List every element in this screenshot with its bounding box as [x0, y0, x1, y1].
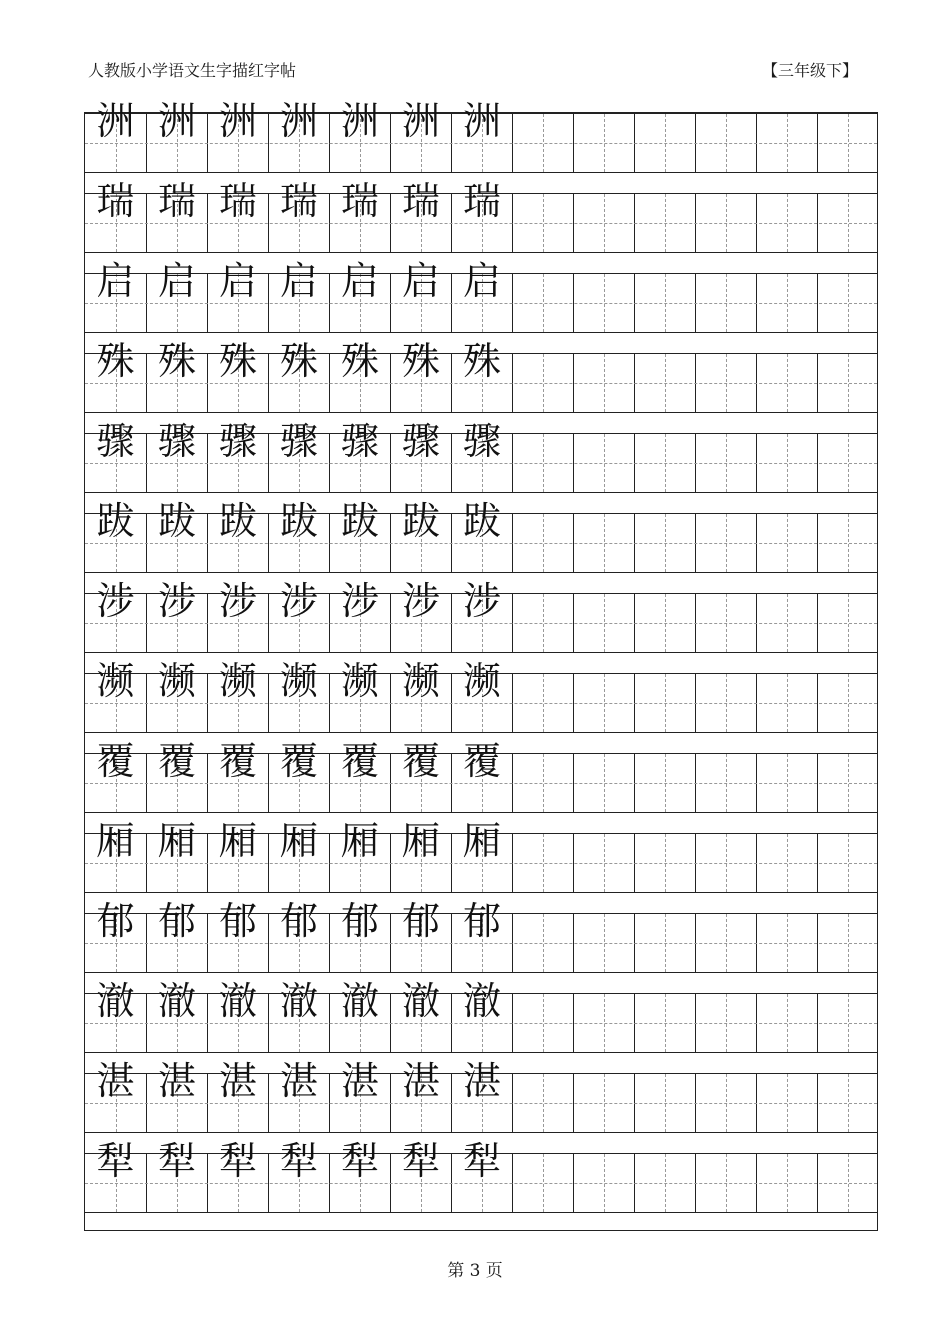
blank-cell — [573, 274, 634, 332]
trace-cell — [268, 499, 329, 572]
blank-cell — [756, 914, 817, 972]
trace-cell — [85, 899, 146, 972]
practice-character: 骤 — [462, 419, 501, 463]
trace-cell — [390, 1059, 451, 1132]
blank-cell — [512, 274, 573, 332]
trace-cell — [85, 819, 146, 892]
blank-cell — [695, 354, 756, 412]
trace-cell — [268, 579, 329, 652]
trace-cell — [329, 819, 390, 892]
trace-cell — [390, 659, 451, 732]
practice-character: 覆 — [279, 739, 318, 783]
practice-character: 犁 — [157, 1139, 196, 1183]
practice-character: 瑞 — [279, 179, 318, 223]
practice-character: 澈 — [340, 979, 379, 1023]
practice-character: 澈 — [462, 979, 501, 1023]
trace-cell — [329, 99, 390, 172]
trace-cell — [85, 419, 146, 492]
practice-character: 洲 — [401, 99, 440, 143]
trace-cell — [146, 339, 207, 412]
trace-cell — [390, 499, 451, 572]
blank-cell — [512, 754, 573, 812]
blank-cell — [634, 754, 695, 812]
trace-cell — [146, 819, 207, 892]
blank-cell — [634, 1154, 695, 1212]
trace-cell — [146, 179, 207, 252]
practice-character: 殊 — [96, 339, 135, 383]
blank-cell — [695, 114, 756, 172]
practice-row — [85, 179, 877, 253]
trace-cell — [390, 899, 451, 972]
practice-character: 跋 — [218, 499, 257, 543]
practice-character: 骤 — [340, 419, 379, 463]
practice-character: 犁 — [340, 1139, 379, 1183]
practice-character: 涉 — [218, 579, 257, 623]
practice-character: 骤 — [96, 419, 135, 463]
trace-cell — [207, 579, 268, 652]
practice-character: 覆 — [96, 739, 135, 783]
blank-cell — [695, 674, 756, 732]
trace-cell — [85, 339, 146, 412]
blank-cell — [756, 994, 817, 1052]
practice-character: 跋 — [340, 499, 379, 543]
practice-character: 厢 — [218, 819, 257, 863]
blank-cell — [573, 914, 634, 972]
trace-cell — [207, 1059, 268, 1132]
practice-character: 涉 — [340, 579, 379, 623]
trace-cell — [329, 1139, 390, 1212]
trace-cell — [146, 99, 207, 172]
trace-cell — [329, 179, 390, 252]
trace-cell — [85, 739, 146, 812]
blank-cell — [695, 754, 756, 812]
trace-cell — [329, 339, 390, 412]
blank-cell — [695, 834, 756, 892]
trace-cell — [207, 179, 268, 252]
practice-character: 濒 — [218, 659, 257, 703]
blank-cell — [756, 434, 817, 492]
practice-character: 殊 — [157, 339, 196, 383]
trace-cell — [207, 419, 268, 492]
trace-cell — [451, 179, 512, 252]
practice-character: 湛 — [279, 1059, 318, 1103]
practice-character: 厢 — [340, 819, 379, 863]
practice-character: 骤 — [218, 419, 257, 463]
trace-cell — [85, 1139, 146, 1212]
practice-row — [85, 259, 877, 333]
trace-cell — [451, 739, 512, 812]
trace-cell — [268, 99, 329, 172]
practice-character: 瑞 — [401, 179, 440, 223]
blank-cell — [756, 1074, 817, 1132]
trace-cell — [390, 179, 451, 252]
practice-row — [85, 739, 877, 813]
trace-cell — [207, 899, 268, 972]
trace-cell — [451, 899, 512, 972]
practice-character: 跋 — [462, 499, 501, 543]
trace-cell — [329, 739, 390, 812]
blank-cell — [695, 514, 756, 572]
practice-character: 瑞 — [218, 179, 257, 223]
blank-cell — [756, 594, 817, 652]
practice-character: 郁 — [279, 899, 318, 943]
blank-cell — [573, 354, 634, 412]
blank-cell — [512, 914, 573, 972]
blank-cell — [817, 1154, 878, 1212]
practice-character: 濒 — [157, 659, 196, 703]
practice-character: 郁 — [340, 899, 379, 943]
trace-cell — [390, 819, 451, 892]
practice-character: 殊 — [218, 339, 257, 383]
trace-cell — [451, 259, 512, 332]
blank-cell — [817, 594, 878, 652]
practice-character: 骤 — [401, 419, 440, 463]
practice-character: 启 — [279, 259, 318, 303]
trace-cell — [268, 259, 329, 332]
blank-cell — [573, 194, 634, 252]
practice-character: 湛 — [462, 1059, 501, 1103]
blank-cell — [573, 114, 634, 172]
trace-cell — [451, 499, 512, 572]
blank-cell — [573, 434, 634, 492]
practice-character: 濒 — [279, 659, 318, 703]
practice-row — [85, 819, 877, 893]
blank-cell — [634, 1074, 695, 1132]
trace-cell — [329, 499, 390, 572]
trace-cell — [451, 1059, 512, 1132]
practice-row — [85, 899, 877, 973]
trace-cell — [207, 1139, 268, 1212]
trace-cell — [329, 979, 390, 1052]
practice-character: 澈 — [279, 979, 318, 1023]
trace-cell — [146, 659, 207, 732]
practice-character: 澈 — [401, 979, 440, 1023]
blank-cell — [695, 994, 756, 1052]
practice-character: 湛 — [340, 1059, 379, 1103]
practice-character: 启 — [157, 259, 196, 303]
blank-cell — [695, 194, 756, 252]
trace-cell — [390, 1139, 451, 1212]
practice-character: 涉 — [462, 579, 501, 623]
practice-character: 厢 — [462, 819, 501, 863]
blank-cell — [756, 514, 817, 572]
blank-cell — [573, 1154, 634, 1212]
blank-cell — [695, 1074, 756, 1132]
practice-character: 启 — [96, 259, 135, 303]
practice-row — [85, 979, 877, 1053]
practice-character: 郁 — [462, 899, 501, 943]
practice-character: 涉 — [157, 579, 196, 623]
blank-cell — [573, 834, 634, 892]
trace-cell — [268, 979, 329, 1052]
trace-cell — [390, 579, 451, 652]
trace-cell — [390, 979, 451, 1052]
trace-cell — [329, 259, 390, 332]
trace-cell — [329, 579, 390, 652]
blank-cell — [817, 434, 878, 492]
blank-cell — [695, 434, 756, 492]
practice-character: 犁 — [96, 1139, 135, 1183]
practice-character: 洲 — [340, 99, 379, 143]
blank-cell — [512, 1154, 573, 1212]
grade-label: 【三年级下】 — [761, 61, 858, 80]
blank-cell — [573, 1074, 634, 1132]
practice-character: 殊 — [340, 339, 379, 383]
trace-cell — [85, 659, 146, 732]
blank-cell — [512, 594, 573, 652]
blank-cell — [817, 754, 878, 812]
blank-cell — [512, 194, 573, 252]
blank-cell — [756, 1154, 817, 1212]
trace-cell — [268, 1059, 329, 1132]
practice-character: 殊 — [279, 339, 318, 383]
practice-character: 覆 — [157, 739, 196, 783]
blank-cell — [695, 1154, 756, 1212]
trace-cell — [85, 979, 146, 1052]
practice-row — [85, 1139, 877, 1213]
practice-character: 厢 — [157, 819, 196, 863]
practice-character: 洲 — [462, 99, 501, 143]
trace-cell — [329, 1059, 390, 1132]
trace-cell — [207, 739, 268, 812]
practice-row — [85, 579, 877, 653]
trace-cell — [207, 659, 268, 732]
practice-character: 殊 — [401, 339, 440, 383]
trace-cell — [329, 419, 390, 492]
blank-cell — [634, 594, 695, 652]
practice-character: 启 — [218, 259, 257, 303]
blank-cell — [634, 194, 695, 252]
trace-cell — [451, 419, 512, 492]
trace-cell — [146, 419, 207, 492]
blank-cell — [756, 194, 817, 252]
practice-character: 洲 — [157, 99, 196, 143]
trace-cell — [390, 99, 451, 172]
practice-row — [85, 1059, 877, 1133]
practice-character: 厢 — [96, 819, 135, 863]
practice-row — [85, 339, 877, 413]
blank-cell — [817, 514, 878, 572]
trace-cell — [85, 259, 146, 332]
trace-cell — [85, 99, 146, 172]
trace-cell — [268, 659, 329, 732]
trace-cell — [329, 899, 390, 972]
blank-cell — [695, 594, 756, 652]
practice-character: 澈 — [157, 979, 196, 1023]
trace-cell — [451, 819, 512, 892]
blank-cell — [756, 834, 817, 892]
practice-character: 犁 — [218, 1139, 257, 1183]
trace-cell — [390, 739, 451, 812]
practice-row — [85, 419, 877, 493]
practice-character: 覆 — [218, 739, 257, 783]
practice-character: 郁 — [96, 899, 135, 943]
page-number: 第 3 页 — [447, 1261, 503, 1281]
practice-character: 厢 — [401, 819, 440, 863]
practice-character: 犁 — [279, 1139, 318, 1183]
trace-cell — [146, 259, 207, 332]
trace-cell — [207, 339, 268, 412]
practice-character: 犁 — [462, 1139, 501, 1183]
practice-character: 湛 — [157, 1059, 196, 1103]
trace-cell — [451, 1139, 512, 1212]
book-title: 人教版小学语文生字描红字帖 — [88, 61, 297, 80]
trace-cell — [268, 739, 329, 812]
blank-cell — [817, 1074, 878, 1132]
practice-character: 濒 — [401, 659, 440, 703]
blank-cell — [695, 914, 756, 972]
practice-character: 澈 — [96, 979, 135, 1023]
practice-character: 涉 — [401, 579, 440, 623]
practice-character: 骤 — [279, 419, 318, 463]
blank-cell — [817, 194, 878, 252]
trace-cell — [390, 419, 451, 492]
practice-character: 郁 — [401, 899, 440, 943]
blank-cell — [573, 754, 634, 812]
practice-row — [85, 99, 877, 173]
practice-character: 洲 — [218, 99, 257, 143]
trace-cell — [268, 819, 329, 892]
practice-character: 殊 — [462, 339, 501, 383]
trace-cell — [390, 259, 451, 332]
practice-character: 跋 — [279, 499, 318, 543]
practice-character: 覆 — [462, 739, 501, 783]
blank-cell — [573, 994, 634, 1052]
blank-cell — [634, 434, 695, 492]
blank-cell — [634, 354, 695, 412]
trace-cell — [207, 259, 268, 332]
trace-cell — [268, 1139, 329, 1212]
trace-cell — [390, 339, 451, 412]
trace-cell — [451, 579, 512, 652]
blank-cell — [634, 514, 695, 572]
practice-character: 骤 — [157, 419, 196, 463]
blank-cell — [634, 914, 695, 972]
trace-cell — [146, 979, 207, 1052]
trace-cell — [268, 179, 329, 252]
blank-cell — [817, 274, 878, 332]
blank-cell — [634, 114, 695, 172]
blank-cell — [512, 354, 573, 412]
blank-cell — [512, 834, 573, 892]
practice-character: 启 — [401, 259, 440, 303]
trace-cell — [207, 99, 268, 172]
blank-cell — [817, 354, 878, 412]
blank-cell — [573, 674, 634, 732]
practice-row — [85, 499, 877, 573]
blank-cell — [817, 834, 878, 892]
trace-cell — [451, 99, 512, 172]
practice-character: 洲 — [279, 99, 318, 143]
trace-cell — [85, 1059, 146, 1132]
practice-character: 澈 — [218, 979, 257, 1023]
blank-cell — [573, 514, 634, 572]
trace-cell — [207, 819, 268, 892]
trace-cell — [329, 659, 390, 732]
blank-cell — [756, 354, 817, 412]
blank-cell — [634, 274, 695, 332]
practice-character: 瑞 — [157, 179, 196, 223]
trace-cell — [268, 339, 329, 412]
blank-cell — [512, 114, 573, 172]
practice-character: 跋 — [96, 499, 135, 543]
practice-character: 启 — [340, 259, 379, 303]
practice-character: 瑞 — [462, 179, 501, 223]
practice-character: 涉 — [279, 579, 318, 623]
practice-character: 瑞 — [96, 179, 135, 223]
practice-character: 濒 — [340, 659, 379, 703]
blank-cell — [756, 274, 817, 332]
practice-grid — [84, 99, 878, 1231]
practice-character: 郁 — [157, 899, 196, 943]
trace-cell — [451, 659, 512, 732]
blank-cell — [634, 834, 695, 892]
practice-character: 郁 — [218, 899, 257, 943]
practice-character: 湛 — [401, 1059, 440, 1103]
trace-cell — [146, 579, 207, 652]
practice-character: 湛 — [218, 1059, 257, 1103]
practice-character: 跋 — [401, 499, 440, 543]
practice-character: 覆 — [401, 739, 440, 783]
blank-cell — [756, 114, 817, 172]
blank-cell — [512, 994, 573, 1052]
blank-cell — [512, 514, 573, 572]
trace-cell — [207, 499, 268, 572]
trace-cell — [268, 419, 329, 492]
blank-cell — [756, 754, 817, 812]
practice-character: 湛 — [96, 1059, 135, 1103]
practice-character: 濒 — [96, 659, 135, 703]
blank-cell — [512, 434, 573, 492]
blank-cell — [817, 674, 878, 732]
trace-cell — [146, 499, 207, 572]
blank-cell — [634, 674, 695, 732]
trace-cell — [146, 1059, 207, 1132]
practice-character: 覆 — [340, 739, 379, 783]
practice-character: 厢 — [279, 819, 318, 863]
practice-character: 涉 — [96, 579, 135, 623]
practice-character: 瑞 — [340, 179, 379, 223]
trace-cell — [451, 979, 512, 1052]
trace-cell — [85, 499, 146, 572]
practice-character: 跋 — [157, 499, 196, 543]
blank-cell — [695, 274, 756, 332]
blank-cell — [573, 594, 634, 652]
trace-cell — [207, 979, 268, 1052]
practice-character: 犁 — [401, 1139, 440, 1183]
practice-character: 濒 — [462, 659, 501, 703]
trace-cell — [146, 739, 207, 812]
trace-cell — [268, 899, 329, 972]
practice-character: 启 — [462, 259, 501, 303]
trace-cell — [85, 179, 146, 252]
blank-cell — [634, 994, 695, 1052]
blank-cell — [512, 1074, 573, 1132]
blank-cell — [817, 994, 878, 1052]
practice-row — [85, 659, 877, 733]
trace-cell — [146, 1139, 207, 1212]
trace-cell — [85, 579, 146, 652]
trace-cell — [146, 899, 207, 972]
practice-character: 洲 — [96, 99, 135, 143]
blank-cell — [817, 114, 878, 172]
blank-cell — [512, 674, 573, 732]
blank-cell — [817, 914, 878, 972]
blank-cell — [756, 674, 817, 732]
trace-cell — [451, 339, 512, 412]
